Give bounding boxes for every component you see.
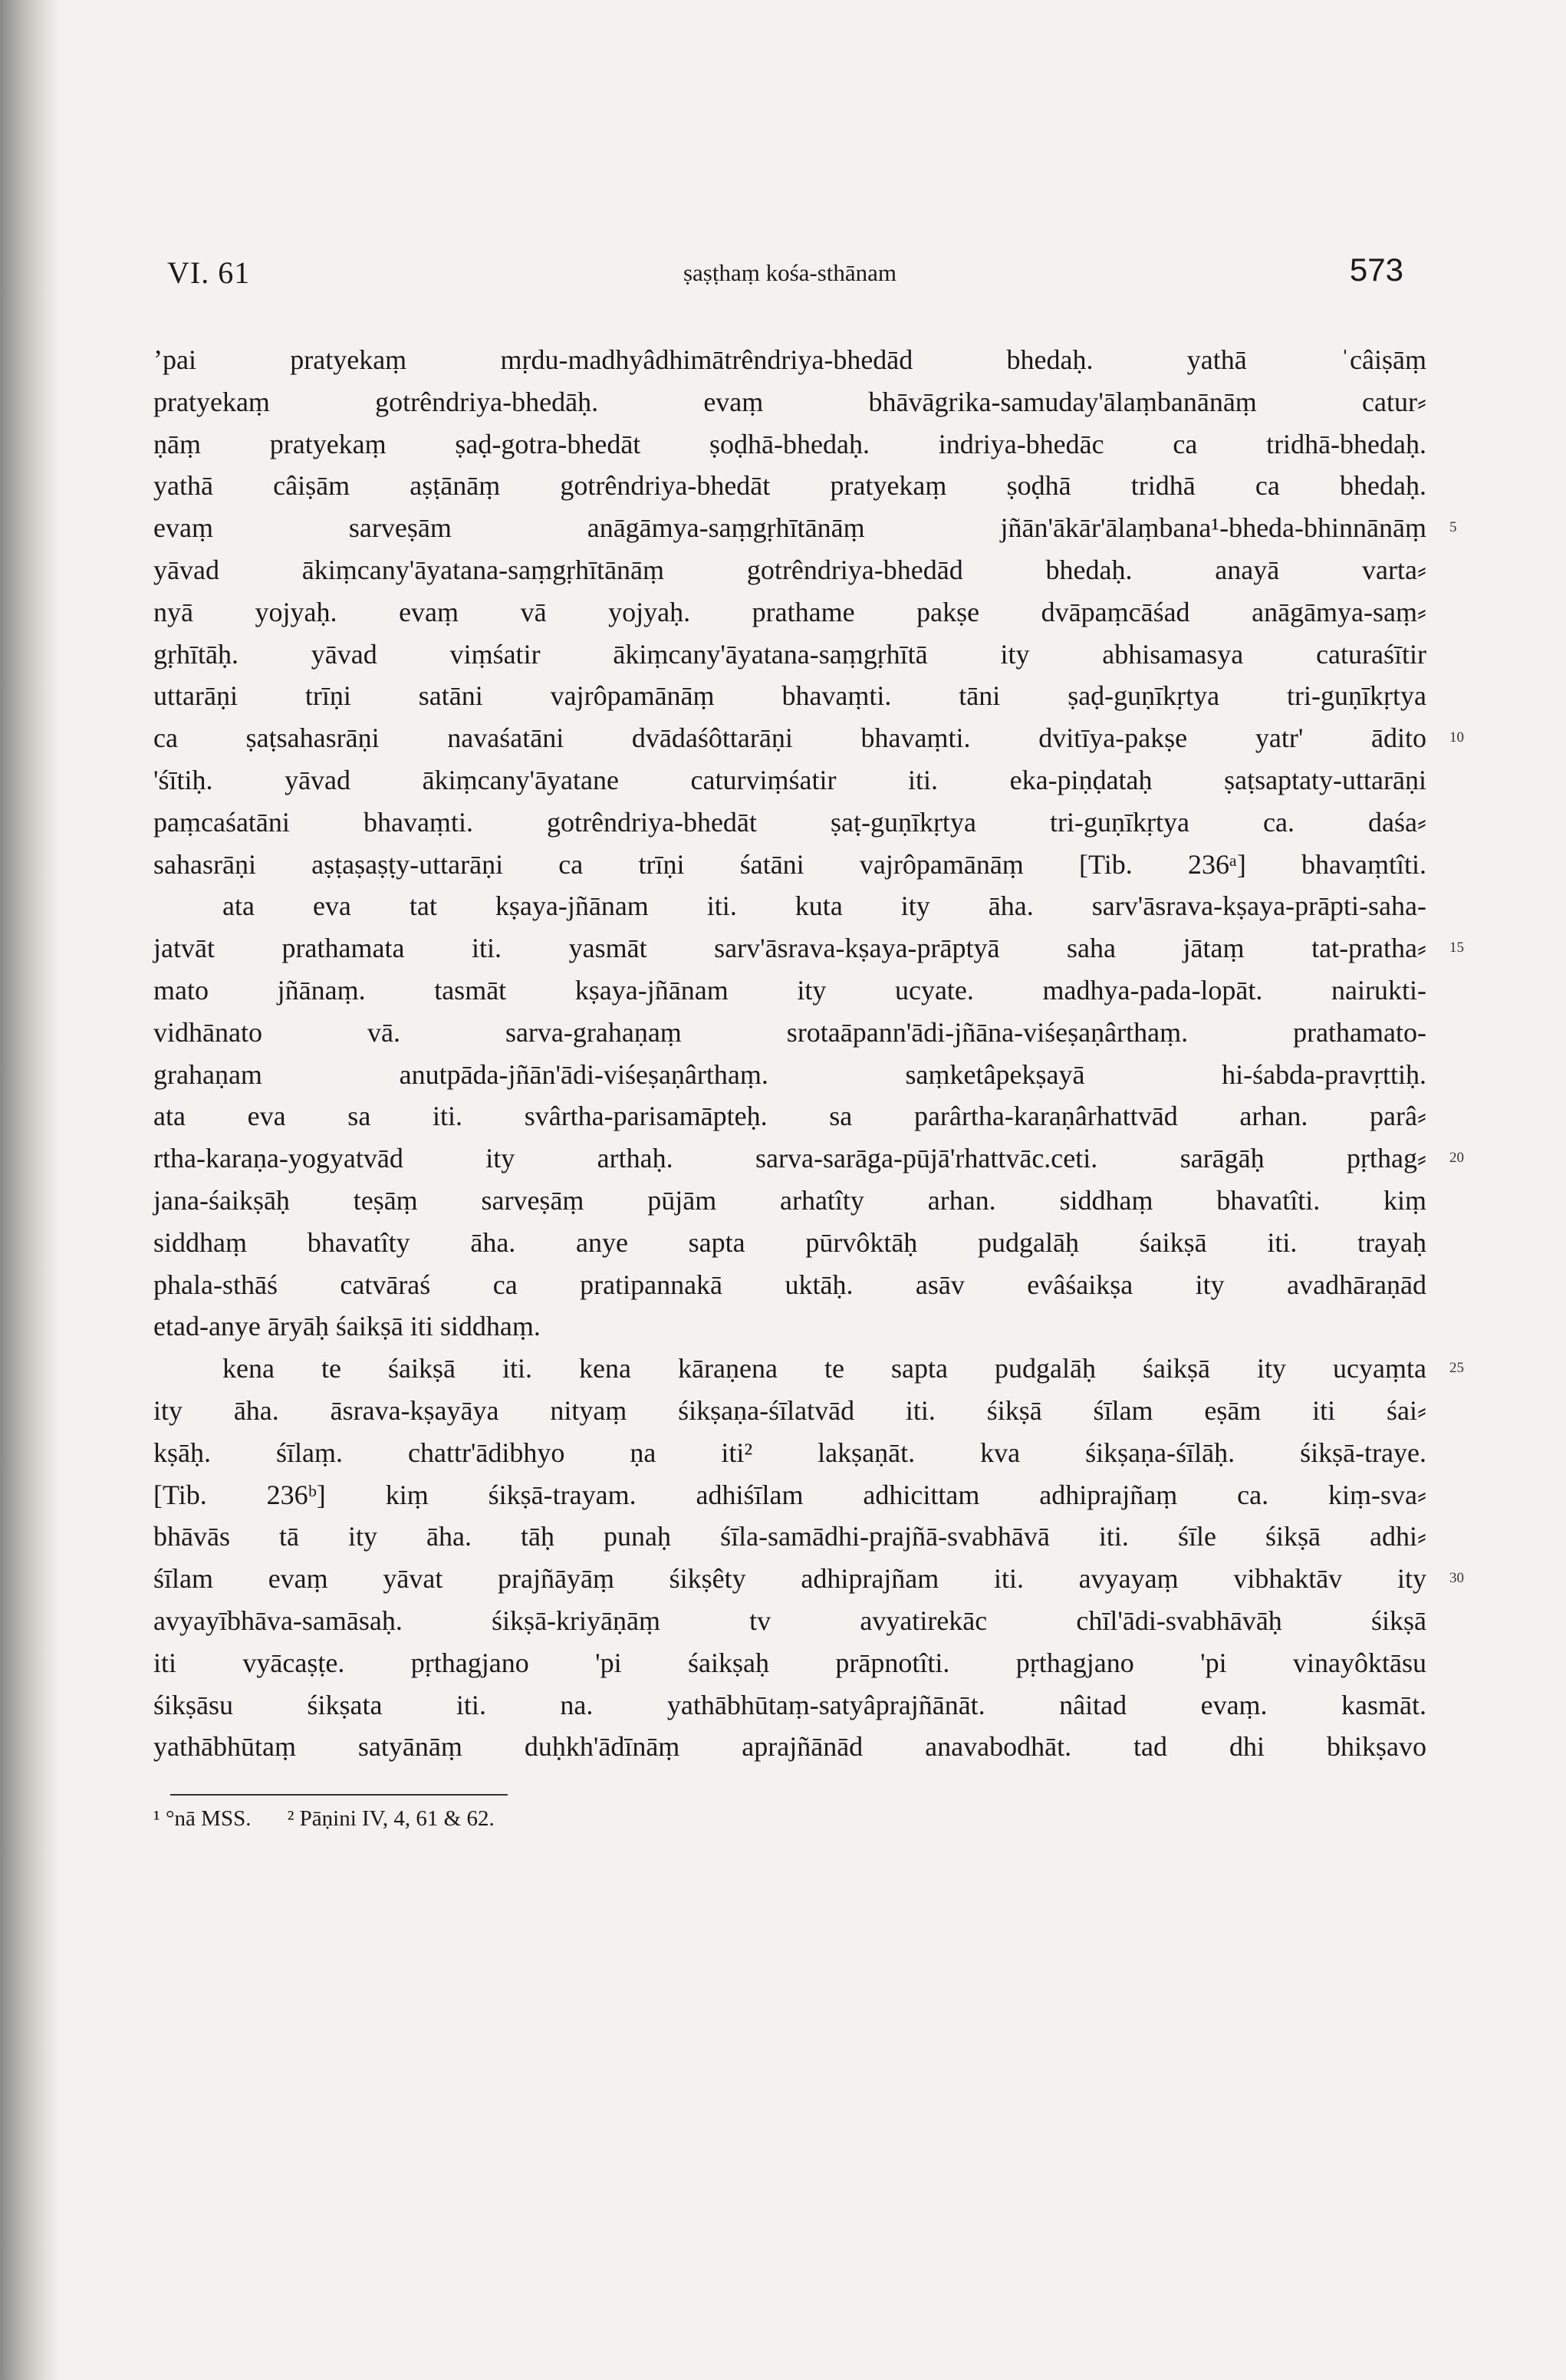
line-text: pratyekaṃ gotrêndriya-bhedāḥ. evaṃ bhāvāgrika-samuday'ālaṃbanānāṃ catur⸗	[153, 386, 1426, 417]
text-line	[153, 1474, 1426, 1516]
line-text: uttarāṇi trīṇi satāni vajrôpamānāṃ bhavaṃti. tāni ṣaḍ-guṇīkṛtya tri-guṇīkṛtya	[153, 680, 1426, 712]
line-text: avyayībhāva-samāsaḥ. śikṣā-kriyāṇāṃ tv avyatirekāc chīl'ādi-svabhāvāḥ śikṣā	[153, 1605, 1426, 1636]
text-line	[153, 1264, 1426, 1306]
text-line	[153, 465, 1426, 507]
text-line	[153, 423, 1426, 466]
footnote-2: ² Pāṇini IV, 4, 61 & 62.	[287, 1806, 495, 1832]
page	[153, 252, 1464, 1832]
page-number: 573	[1349, 252, 1403, 288]
text-line	[153, 1642, 1426, 1684]
text-line	[153, 339, 1426, 381]
text-line	[153, 1516, 1426, 1558]
text-line	[153, 1726, 1426, 1768]
line-text: nyā yojyaḥ. evaṃ vā yojyaḥ. prathame pakṣe dvāpaṃcāśad anāgāmya-saṃ⸗	[153, 596, 1426, 627]
line-text: siddhaṃ bhavatîty āha. anye sapta pūrvôktāḥ pudgalāḥ śaikṣā iti. trayaḥ	[153, 1226, 1426, 1258]
footnote-rule	[170, 1794, 508, 1796]
text-line	[153, 1305, 1426, 1348]
line-number: 30	[1449, 1570, 1464, 1587]
text-line	[153, 759, 1426, 802]
text-line	[153, 1222, 1426, 1264]
text-line	[153, 634, 1426, 676]
line-text: yathā câiṣām aṣṭānāṃ gotrêndriya-bhedāt pratyekaṃ ṣoḍhā tridhā ca bhedaḥ.	[153, 470, 1426, 502]
text-line	[153, 1012, 1426, 1054]
line-text: kṣāḥ. śīlaṃ. chattr'ādibhyo ṇa iti² lakṣaṇāt. kva śikṣaṇa-śīlāḥ. śikṣā-traye.	[153, 1437, 1426, 1468]
text-line	[153, 549, 1426, 591]
line-text: phala-sthāś catvāraś ca pratipannakā uktāḥ. asāv evâśaikṣa ity avadhāraṇād	[153, 1269, 1426, 1300]
line-text: rtha-karaṇa-yogyatvād ity arthaḥ. sarva-sarāga-pūjā'rhattvāc.ceti. sarāgāḥ pṛthag⸗	[153, 1143, 1426, 1174]
text-line	[153, 1348, 1464, 1390]
line-text: ata eva tat kṣaya-jñānam iti. kuta ity āha. sarv'āsrava-kṣaya-prāpti-saha-	[222, 890, 1426, 922]
line-text: gṛhītāḥ. yāvad viṃśatir ākiṃcany'āyatana-saṃgṛhītā ity abhisamasya caturaśītir	[153, 638, 1426, 670]
text-line	[153, 969, 1426, 1012]
text-line	[153, 1054, 1426, 1096]
line-text: 'śītiḥ. yāvad ākiṃcany'āyatane caturviṃśatir iti. eka-piṇḍataḥ ṣaṭsaptaty-uttarāṇi	[153, 764, 1426, 795]
line-text: yathābhūtaṃ satyānāṃ duḥkh'ādīnāṃ aprajñānād anavabodhāt. tad dhi bhikṣavo	[153, 1731, 1426, 1763]
text-line	[153, 802, 1426, 844]
text-line	[153, 1600, 1426, 1642]
line-text: etad-anye āryāḥ śaikṣā iti siddhaṃ.	[153, 1311, 541, 1342]
line-text: jatvāt prathamata iti. yasmāt sarv'āsrava-kṣaya-prāptyā saha jātaṃ tat-pratha⸗	[153, 933, 1426, 964]
line-text: śikṣāsu śikṣata iti. na. yathābhūtaṃ-satyâprajñānāt. nâitad evaṃ. kasmāt.	[153, 1689, 1426, 1720]
book-binding-edge	[0, 0, 60, 2380]
line-text: ity āha. āsrava-kṣayāya nityaṃ śikṣaṇa-śīlatvād iti. śikṣā śīlam eṣām iti śai⸗	[153, 1394, 1426, 1426]
text-line	[153, 717, 1464, 759]
line-text: [Tib. 236ᵇ] kiṃ śikṣā-trayam. adhiśīlam adhicittam adhiprajñaṃ ca. kiṃ-sva⸗	[153, 1479, 1426, 1510]
line-text: grahaṇam anutpāda-jñān'ādi-viśeṣaṇârthaṃ. saṃketâpekṣayā hi-śabda-pravṛttiḥ.	[153, 1058, 1426, 1090]
text-line	[153, 885, 1426, 927]
text-line	[153, 844, 1426, 886]
line-text: bhāvās tā ity āha. tāḥ punaḥ śīla-samādhi-prajñā-svabhāvā iti. śīle śikṣā adhi⸗	[153, 1521, 1426, 1552]
text-line	[153, 1558, 1464, 1600]
line-text: ʼpai pratyekaṃ mṛdu-madhyâdhimātrêndriya-bhedād bhedaḥ. yathā ˈcâiṣāṃ	[153, 344, 1426, 375]
line-number: 20	[1449, 1150, 1464, 1167]
line-text: kena te śaikṣā iti. kena kāraṇena te sapta pudgalāḥ śaikṣā ity ucyaṃta	[222, 1353, 1426, 1384]
line-text: sahasrāṇi aṣṭaṣaṣṭy-uttarāṇi ca trīṇi śatāni vajrôpamānāṃ [Tib. 236ᵃ] bhavaṃtîti.	[153, 848, 1426, 880]
text-line	[153, 591, 1426, 634]
line-text: evaṃ sarveṣām anāgāmya-saṃgṛhītānāṃ jñān'ākār'ālaṃbana¹-bheda-bhinnānāṃ	[153, 512, 1426, 544]
body-text	[153, 339, 1464, 1768]
text-line	[153, 381, 1426, 423]
text-line	[153, 1390, 1426, 1432]
text-line	[153, 1137, 1464, 1180]
line-text: ṇāṃ pratyekaṃ ṣaḍ-gotra-bhedāt ṣoḍhā-bhedaḥ. indriya-bhedāc ca tridhā-bhedaḥ.	[153, 428, 1426, 459]
text-line	[153, 1180, 1426, 1222]
text-line	[153, 1432, 1426, 1474]
line-text: jana-śaikṣāḥ teṣāṃ sarveṣāṃ pūjām arhatîty arhan. siddhaṃ bhavatîti. kiṃ	[153, 1184, 1426, 1216]
footnote-1: ¹ °nā MSS.	[153, 1806, 252, 1832]
line-number: 5	[1449, 519, 1457, 536]
line-text: yāvad ākiṃcany'āyatana-saṃgṛhītānāṃ gotrêndriya-bhedād bhedaḥ. anayā varta⸗	[153, 554, 1426, 585]
text-line	[153, 507, 1457, 549]
text-line	[153, 675, 1426, 717]
text-line	[153, 1684, 1426, 1727]
section-title: ṣaṣṭhaṃ kośa-sthānam	[683, 259, 897, 286]
chapter-reference: VI. 61	[167, 255, 251, 290]
text-line	[153, 1095, 1426, 1137]
line-text: śīlam evaṃ yāvat prajñāyāṃ śikṣêty adhiprajñam iti. avyayaṃ vibhaktāv ity	[153, 1563, 1426, 1595]
footnotes	[153, 1806, 1426, 1832]
running-head	[153, 252, 1426, 301]
line-text: vidhānato vā. sarva-grahaṇaṃ srotaāpann'ādi-jñāna-viśeṣaṇârthaṃ. prathamato-	[153, 1016, 1426, 1048]
line-text: mato jñānaṃ. tasmāt kṣaya-jñānam ity ucyate. madhya-pada-lopāt. nairukti-	[153, 974, 1426, 1006]
line-number: 25	[1449, 1360, 1464, 1377]
line-text: paṃcaśatāni bhavaṃti. gotrêndriya-bhedāt ṣaṭ-guṇīkṛtya tri-guṇīkṛtya ca. daśa⸗	[153, 806, 1426, 838]
line-text: ca ṣaṭsahasrāṇi navaśatāni dvādaśôttarāṇi bhavaṃti. dvitīya-pakṣe yatr' ādito	[153, 723, 1426, 754]
line-text: iti vyācaṣṭe. pṛthagjano 'pi śaikṣaḥ prāpnotîti. pṛthagjano 'pi vinayôktāsu	[153, 1647, 1426, 1678]
text-line	[153, 927, 1464, 969]
line-text: ata eva sa iti. svârtha-parisamāpteḥ. sa parârtha-karaṇârhattvād arhan. parâ⸗	[153, 1101, 1426, 1132]
line-number: 15	[1449, 940, 1464, 956]
line-number: 10	[1449, 729, 1464, 746]
